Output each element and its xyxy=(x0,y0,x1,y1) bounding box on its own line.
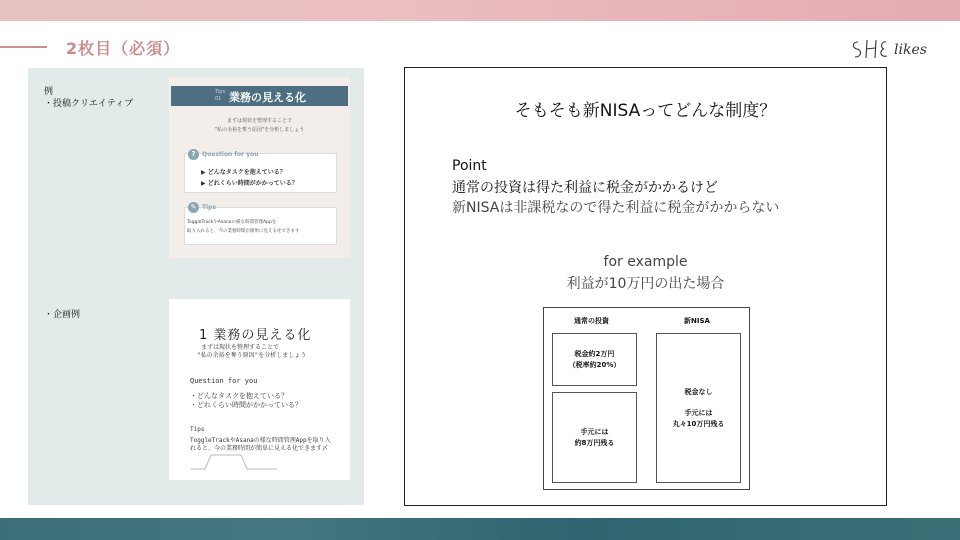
example-line: 利益が10万円の出た場合 xyxy=(566,276,725,292)
plan-tips2: れると、今の業務時間が簡単に見える化できます〆 xyxy=(190,445,329,452)
remain-box-line2: 約8万円残る xyxy=(574,438,615,447)
creative-q1: ▶ どんなタスクを抱えている？ xyxy=(201,169,286,176)
main-question: そもそも新NISAってどんな制度？ xyxy=(514,101,777,121)
example-heading: for example xyxy=(603,254,688,270)
remain-box-line1: 手元には xyxy=(580,427,609,436)
plan-thumbnail xyxy=(169,299,350,480)
plan-sketch-line xyxy=(189,451,279,473)
point-line-1: 通常の投資は得た利益に税金がかかるけど xyxy=(452,180,718,196)
nisa-line2: 手元には xyxy=(684,408,713,417)
col-head-normal: 通常の投資 xyxy=(574,317,609,325)
slide-title: 2枚目（必須） xyxy=(66,39,181,58)
creative-thumbnail xyxy=(169,77,350,258)
svg-text:likes: likes xyxy=(894,42,927,58)
remain-box xyxy=(552,392,637,483)
col-head-nisa: 新NISA xyxy=(684,317,710,325)
plan-question-head: Question for you xyxy=(190,377,258,385)
plan-q1: ・どんなタスクを抱えている？ xyxy=(190,392,288,400)
creative-title: 業務の見える化 xyxy=(229,91,306,104)
comparison-diagram xyxy=(543,307,750,490)
pencil-icon: ✎ xyxy=(188,202,199,213)
creative-sub2: "私の余裕を奪う原因"を分析しましょう xyxy=(214,127,305,133)
creative-tag: Tips 01 xyxy=(215,89,226,102)
title-rule xyxy=(0,46,47,48)
creative-sub1: まずは現状を整理することで xyxy=(226,118,292,124)
top-decor-band xyxy=(0,0,960,21)
nisa-line3: 丸々10万円残る xyxy=(672,419,725,428)
point-line-2: 新NISAは非課税なので得た利益に税金がかからない xyxy=(452,200,780,216)
tax-box-line1: 税金約2万円 xyxy=(574,349,615,358)
example-label: 例 xyxy=(44,87,54,97)
plan-tips1: ToggleTrackやAsanaの様な時間管理Appを取り入 xyxy=(190,437,331,444)
bottom-decor-band xyxy=(0,518,960,540)
creative-header xyxy=(171,86,348,106)
plan-tips-head: Tips xyxy=(190,426,205,433)
nisa-box xyxy=(656,333,741,483)
creative-tips1: ToggleTrackやAsanaの様な時間管理Appを xyxy=(187,220,277,225)
creative-q2: ▶ どれくらい時間がかかっている？ xyxy=(201,180,298,187)
plan-sub2: "私の余裕を奪う原因"を分析しましょう xyxy=(197,352,307,359)
plan-q2: ・どれくらい時間がかかっている？ xyxy=(190,401,302,409)
creative-question-head: Question for you xyxy=(202,151,259,158)
plan-sub1: まずは現状を整理することで xyxy=(201,344,280,351)
tax-box-line2: （税率約20%） xyxy=(568,360,621,369)
creative-label: ・投稿クリエイティブ xyxy=(44,99,134,109)
nisa-line1: 税金なし xyxy=(684,387,713,396)
plan-title: 1 業務の見える化 xyxy=(199,328,312,343)
question-icon: ? xyxy=(188,149,199,160)
she-likes-logo xyxy=(850,34,942,64)
point-label: Point xyxy=(452,158,487,174)
creative-tips2: 取り入れると、今の業務時間が簡単に見える化できます xyxy=(187,229,300,234)
creative-tips-head: Tips xyxy=(202,204,217,211)
tax-box xyxy=(552,333,637,386)
plan-label: ・企画例 xyxy=(44,310,81,320)
